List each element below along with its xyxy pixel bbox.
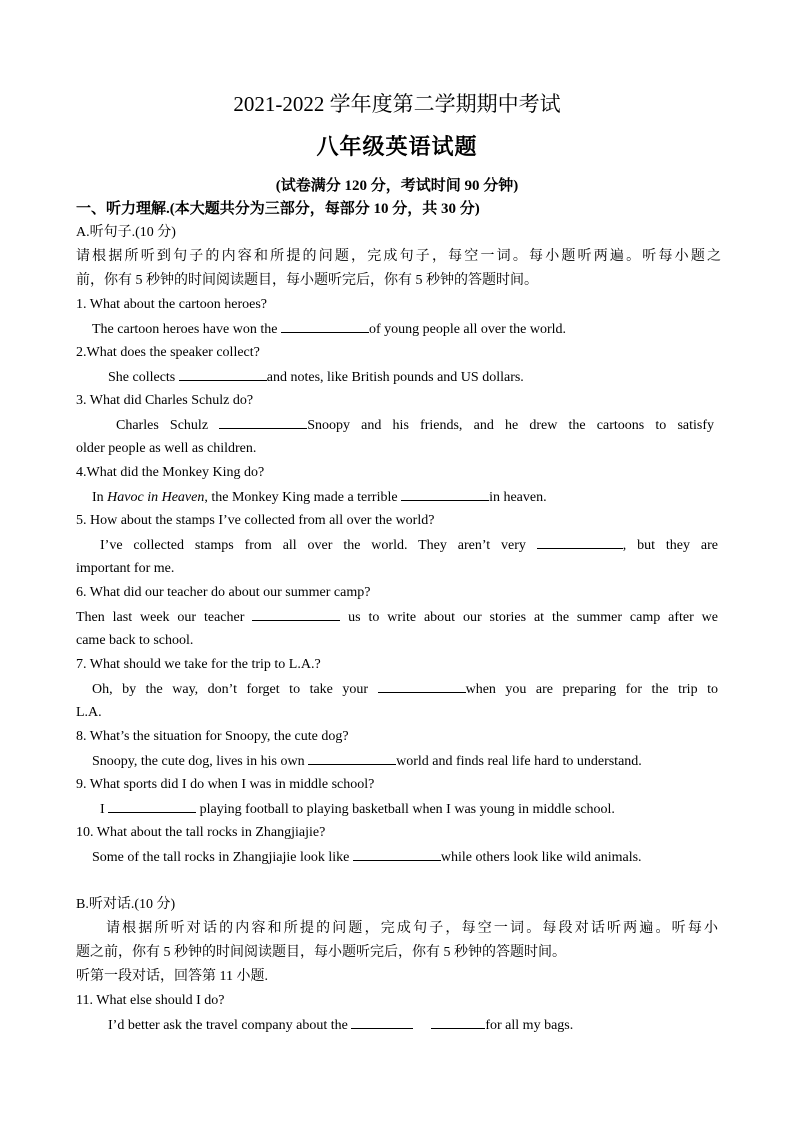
answer-7-continued: L.A.	[76, 705, 102, 720]
answer-blank[interactable]	[431, 1015, 485, 1029]
answer-blank[interactable]	[281, 319, 369, 333]
part-a-title: A.听句子.(10 分)	[76, 225, 176, 240]
answer-6-continued: came back to school.	[76, 633, 194, 648]
answer-7: Oh, by the way, don’t forget to take your when you are preparing for the trip to	[92, 679, 718, 700]
answer-blank[interactable]	[351, 1015, 413, 1029]
answer-10: Some of the tall rocks in Zhangjiajie look like while others look like wild animals.	[92, 847, 721, 868]
question-7: 7. What should we take for the trip to L.A.?	[76, 657, 321, 672]
answer-blank[interactable]	[252, 607, 340, 621]
answer-11: I’d better ask the travel company about the for all my bags.	[108, 1015, 721, 1036]
dialog-1-label: 听第一段对话，回答第 11 小题.	[76, 969, 268, 984]
answer-5: I’ve collected stamps from all over the world. They aren’t very , but they are	[100, 535, 718, 556]
answer-blank[interactable]	[308, 751, 396, 765]
question-6: 6. What did our teacher do about our summer camp?	[76, 585, 371, 600]
question-9: 9. What sports did I do when I was in middle school?	[76, 777, 375, 792]
question-2: 2.What does the speaker collect?	[76, 345, 260, 360]
exam-title: 2021-2022 学年度第二学期期中考试	[233, 92, 561, 116]
answer-blank[interactable]	[537, 535, 623, 549]
exam-note: (试卷满分 120 分，考试时间 90 分钟)	[275, 178, 519, 194]
answer-blank[interactable]	[378, 679, 466, 693]
exam-subtitle: 八年级英语试题	[316, 134, 478, 159]
question-8: 8. What’s the situation for Snoopy, the cute dog?	[76, 729, 349, 744]
part-b-title: B.听对话.(10 分)	[76, 897, 176, 912]
part-a-instruction-line2: 前，你有 5 秒钟的时间阅读题目，每小题听完后，你有 5 秒钟的答题时间。	[76, 273, 538, 288]
question-10: 10. What about the tall rocks in Zhangjiajie?	[76, 825, 326, 840]
answer-blank[interactable]	[401, 487, 489, 501]
answer-blank[interactable]	[219, 415, 307, 429]
question-4: 4.What did the Monkey King do?	[76, 465, 265, 480]
answer-1: The cartoon heroes have won the of young people all over the world.	[92, 319, 721, 340]
part-a-instruction-line1: 请根据所听到句子的内容和所提的问题，完成句子，每空一词。每小题听两遍。听每小题之	[76, 249, 721, 264]
answer-5-continued: important for me.	[76, 561, 175, 576]
question-11: 11. What else should I do?	[76, 993, 225, 1008]
section-heading: 一、听力理解.(本大题共分为三部分，每部分 10 分，共 30 分)	[76, 201, 480, 217]
question-5: 5. How about the stamps I’ve collected from all over the world?	[76, 513, 435, 528]
answer-blank[interactable]	[353, 847, 441, 861]
answer-8: Snoopy, the cute dog, lives in his own world and finds real life hard to understand.	[92, 751, 721, 772]
answer-2: She collects and notes, like British pounds and US dollars.	[108, 367, 721, 388]
question-1: 1. What about the cartoon heroes?	[76, 297, 268, 312]
book-title: Havoc in Heaven	[107, 490, 205, 505]
answer-3-continued: older people as well as children.	[76, 441, 257, 456]
answer-3: Charles Schulz Snoopy and his friends, and he drew the cartoons to satisfy	[116, 415, 714, 436]
answer-4: In Havoc in Heaven, the Monkey King made a terrible in heaven.	[92, 487, 721, 508]
answer-6: Then last week our teacher us to write about our stories at the summer camp after we	[76, 607, 718, 628]
part-b-instruction-line2: 题之前，你有 5 秒钟的时间阅读题目，每小题听完后，你有 5 秒钟的答题时间。	[76, 945, 566, 960]
answer-blank[interactable]	[179, 367, 267, 381]
part-b-instruction-line1: 请根据所听对话的内容和所提的问题，完成句子，每空一词。每段对话听两遍。听每小	[106, 921, 718, 936]
question-3: 3. What did Charles Schulz do?	[76, 393, 254, 408]
answer-9: I playing football to playing basketball when I was young in middle school.	[100, 799, 721, 820]
answer-blank[interactable]	[108, 799, 196, 813]
